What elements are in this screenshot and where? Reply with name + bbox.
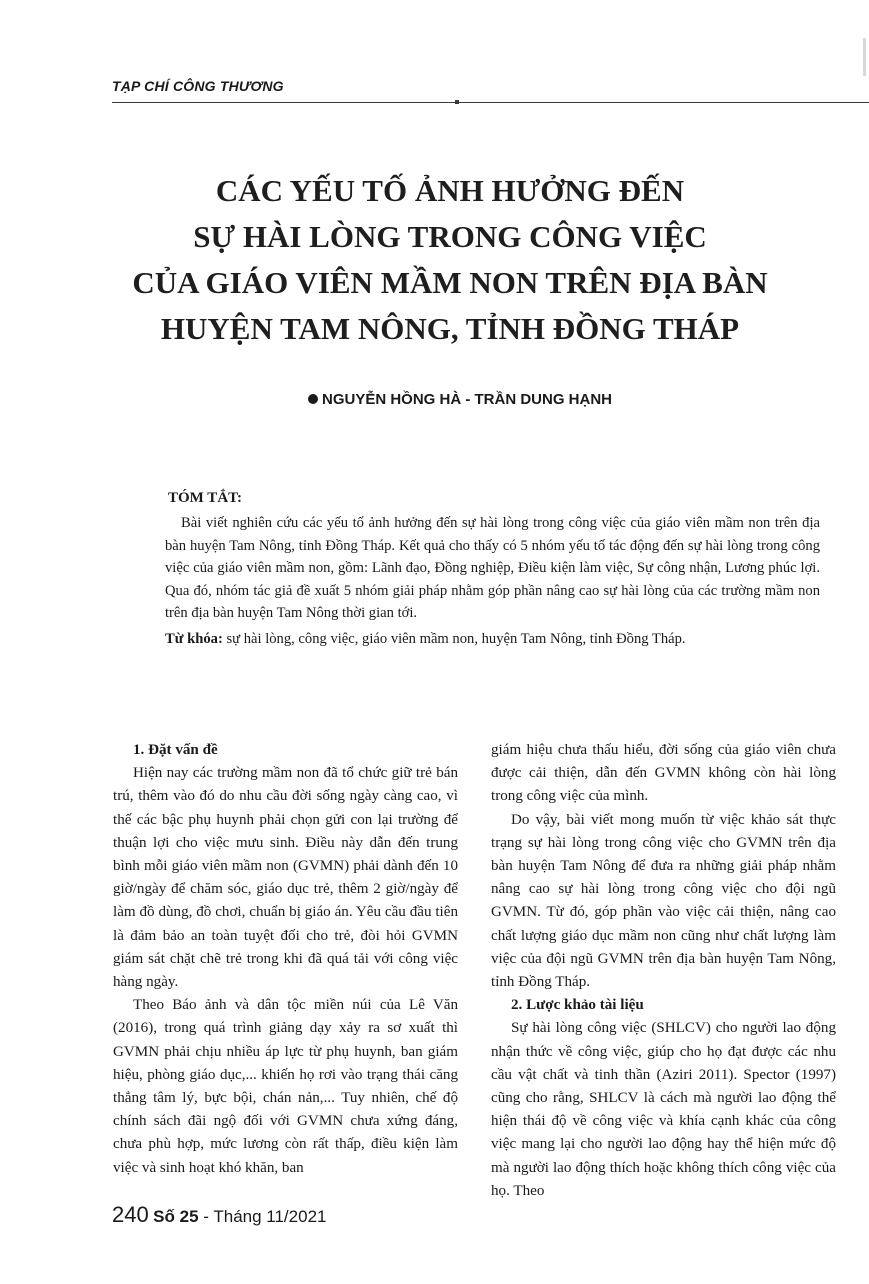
left-column <box>113 739 458 1180</box>
section-heading: 2. Lược khảo tài liệu <box>511 997 644 1014</box>
title-line: CÁC YẾU TỐ ẢNH HƯỞNG ĐẾN <box>215 173 685 208</box>
abstract-body: Bài viết nghiên cứu các yếu tố ảnh hưởng đến sự hài lòng trong công việc của giáo viên mầm non trên địa bàn huyện Tam Nông, tỉnh Đồng Tháp. Kết quả cho thấy có 5 nhóm yếu tố tác động đến sự hài lòng trong công việc của giáo viên mầm non, gồm: Lãnh đạo, Đồng nghiệp, Điều kiện làm việc, Sự công nhận, Lương phúc lợi. Qua đó, nhóm tác giả đề xuất 5 nhóm giải pháp nhằm góp phần nâng cao sự hài lòng của các trường mầm non trên địa bàn huyện Tam Nông thời gian tới. <box>165 515 820 622</box>
issue-number: 25 <box>179 1207 199 1226</box>
section-heading: 1. Đặt vấn đề <box>133 742 218 758</box>
title-line: HUYỆN TAM NÔNG, TỈNH ĐỒNG THÁP <box>160 311 740 346</box>
keywords-list: sự hài lòng, công việc, giáo viên mầm non, huyện Tam Nông, tỉnh Đồng Tháp. <box>222 631 686 648</box>
abstract <box>165 487 820 651</box>
journal-name: TẠP CHÍ CÔNG THƯƠNG <box>112 78 284 94</box>
issue-info <box>153 1207 326 1226</box>
page-number: 240 <box>112 1202 149 1227</box>
right-column <box>491 739 836 1203</box>
page-footer <box>112 1202 326 1228</box>
bullet-icon <box>308 394 318 404</box>
body-paragraph: giám hiệu chưa thấu hiểu, đời sống của giáo viên chưa được cải thiện, dẫn đến GVMN không còn hài lòng trong công việc của mình. <box>491 742 836 805</box>
article-title <box>90 168 810 352</box>
title-line: SỰ HÀI LÒNG TRONG CÔNG VIỆC <box>193 219 707 254</box>
title-line: CỦA GIÁO VIÊN MẦM NON TRÊN ĐỊA BÀN <box>132 265 768 300</box>
body-paragraph: Do vậy, bài viết mong muốn từ việc khảo sát thực trạng sự hài lòng trong công việc cho GVMN trên địa bàn huyện Tam Nông để đưa ra những giải pháp nhằm nâng cao sự hài lòng trong công việc cho đội ngũ GVMN. Từ đó, góp phần vào việc cải thiện, nâng cao chất lượng giáo dục mầm non cũng như chất lượng làm việc của đội ngũ GVMN trên địa bàn huyện Tam Nông, tỉnh Đồng Tháp. <box>491 811 836 991</box>
body-paragraph: Theo Báo ảnh và dân tộc miền núi của Lê Văn (2016), trong quá trình giảng dạy xảy ra sơ xuất thì GVMN phải chịu nhiều áp lực từ phụ huynh, ban giám hiệu, phòng giáo dục,... khiến họ rơi vào trạng thái căng thẳng tâm lý, bực bội, chán nản,... Tuy nhiên, chế độ chính sách đãi ngộ đối với GVMN chưa xứng đáng, chưa phù hợp, mức lương còn rất thấp, điều kiện làm việc và sinh hoạt khó khăn, ban <box>113 997 458 1176</box>
issue-date: - Tháng 11/2021 <box>198 1207 327 1226</box>
abstract-heading: TÓM TẮT: <box>168 490 243 506</box>
authors: NGUYỄN HỒNG HÀ - TRẦN DUNG HẠNH <box>322 391 612 408</box>
issue-label: Số <box>153 1207 175 1226</box>
keywords-label: Từ khóa: <box>165 631 223 648</box>
keywords <box>165 628 820 650</box>
body-paragraph: Hiện nay các trường mầm non đã tổ chức giữ trẻ bán trú, thêm vào đó do nhu cầu đời sống ngày càng cao, vì thế các bậc phụ huynh phải chọn gửi con lại trường để thuận lợi cho việc mưu sinh. Điều này dẫn đến trung bình mỗi giáo viên mầm non (GVMN) phải dành đến 10 giờ/ngày để chăm sóc, giáo dục trẻ, thêm 2 giờ/ngày để làm đồ dùng, đồ chơi, chuẩn bị giáo án. Yêu cầu đầu tiên là đảm bảo an toàn tuyệt đối cho trẻ, đòi hỏi GVMN giám sát chặt chẽ trẻ trong khi đã quá tải với công việc hàng ngày. <box>113 765 458 991</box>
header-rule <box>112 102 869 103</box>
body-paragraph: Sự hài lòng công việc (SHLCV) cho người lao động nhận thức về công việc, giúp cho họ đạt được các nhu cầu vật chất và tinh thần (Aziri 2011). Spector (1997) cũng cho rằng, SHLCV là cách mà người lao động thể hiện thái độ về công việc và khía cạnh khác của công việc mang lại cho người lao động hay thể hiện mức độ mà người lao động thích hoặc không thích công việc của họ. Theo <box>491 1020 836 1199</box>
header-rule-dot <box>455 100 459 104</box>
scan-edge-mark <box>863 38 866 76</box>
author-line <box>308 391 668 408</box>
